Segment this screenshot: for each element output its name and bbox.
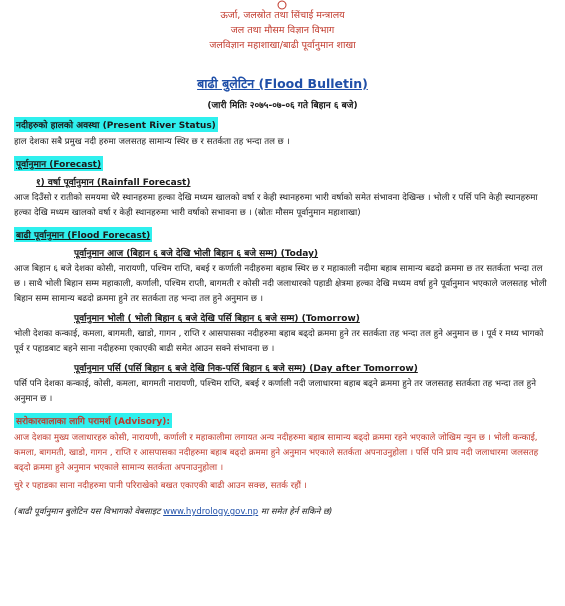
bulletin-title: बाढी बुलेटिन (Flood Bulletin) bbox=[197, 76, 368, 91]
dayafter-forecast-text: पर्सि पनि देशका कन्काई, कोसी, कमला, बागमती नारायणी, पश्चिम राप्ति, बबई र कर्णाली नदी जलाधारमा बहाब बढ्ने क्रममा हुने तर जलसतह सतर्कता तह भन्दा तल हुने अनुमान छ । bbox=[14, 379, 536, 404]
flood-forecast-heading: बाढी पूर्वानुमान (Flood Forecast) bbox=[14, 227, 152, 242]
advisory-heading: सरोकारवालाका लागि परामर्श (Advisory): bbox=[14, 413, 172, 428]
nepal-emblem-icon bbox=[264, 0, 300, 10]
rainfall-forecast-text: आज दिउँसो र रातीको समयमा धेरै स्थानहरुमा हल्का देखि मध्यम खालको वर्षा र केही स्थानहरुमा भारी वर्षाको समेत संभावना देखिन्छ । भोली र पर्सि पनि केही स्थानहरुमा हल्का देखि मध्यम खालको वर्षा र केही स्थानहरुमा भारी वर्षाको सभावना छ । (स्रोतः मौसम पूर्वानुमान महाशाखा) bbox=[14, 193, 538, 218]
ministry-name: ऊर्जा, जलस्रोत तथा सिंचाई मन्त्रालय bbox=[220, 10, 345, 21]
issue-date: (जारी मितिः २०७५-०७-०६ गते बिहान ६ बजे) bbox=[207, 101, 358, 111]
tomorrow-forecast-text: भोली देशका कन्काई, कमला, बागमती, खाडो, गागन , राप्ति र आसपासका नदीहरुमा बहाब बढ्दो क्रममा हुने तर सतर्कता तह भन्दा तल हुने अनुमान छ । पूर्व र मध्य भागको पूर्व र पहाडबाट बहने साना नदीहरुमा एकाएकी बाढी समेत आउन सक्ने संभावना छ । bbox=[14, 329, 544, 354]
footer-note: (बाढी पूर्वानुमान बुलेटिन यस विभागको वेबसाइट www.hydrology.gov.np मा समेत हेर्न सकिने छ) bbox=[14, 507, 333, 517]
rainfall-forecast-heading: १) वर्षा पूर्वानुमान (Rainfall Forecast) bbox=[36, 178, 191, 188]
division-name: जलविज्ञान महाशाखा/बाढी पूर्वानुमान शाखा bbox=[209, 40, 356, 51]
dayafter-forecast-heading: पूर्वानुमान पर्सि (पर्सि बिहान ६ बजे देखि निक-पर्सि बिहान ६ बजे सम्म) (Day after Tomorrow) bbox=[74, 364, 418, 374]
tomorrow-forecast-heading: पूर्वानुमान भोली ( भोली बिहान ६ बजे देखि पर्सि बिहान ६ बजे सम्म) (Tomorrow) bbox=[74, 314, 360, 324]
river-status-text: हाल देशका सबै प्रमुख नदी हरुमा जलसतह सामान्य स्थिर छ र सतर्कता तह भन्दा तल छ । bbox=[14, 137, 290, 147]
department-name: जल तथा मौसम विज्ञान विभाग bbox=[230, 25, 335, 36]
advisory-warning: चुरे र पहाडका साना नदीहरुमा पानी परिराखेको बखत एकाएकी बाढी आउन सक्छ, सतर्क रहौं । bbox=[14, 481, 307, 491]
website-link[interactable]: www.hydrology.gov.np bbox=[163, 507, 259, 517]
river-status-heading: नदीहरुको हालको अवस्था (Present River Status) bbox=[14, 117, 218, 132]
today-forecast-text: आज बिहान ६ बजे देशका कोसी, नारायणी, पश्चिम राप्ति, बबई र कर्णाली नदीहरुमा बहाब स्थिर छ र महाकाली नदीमा बहाब सामान्य बढदो क्रममा छ तर सतर्कता भन्दा तल छ । साथै भोली बिहान सम्म महाकाली, कर्णाली, पश्चिम राप्ती, बागमती र कोसी नदी जलाधारको पहाडी क्षेत्रमा हल्का देखि मध्यम वर्षा हुने पूर्वानुमान भएकाले जलसतह भोली बिहान सम्म सामान्य बढदो क्रममा हुने तर सतर्कता तह भन्दा तल हुने अनुमान छ । bbox=[14, 264, 547, 304]
today-forecast-heading: पूर्वानुमान आज (बिहान ६ बजे देखि भोली बिहान ६ बजे सम्म) (Today) bbox=[74, 249, 319, 259]
forecast-heading: पूर्वानुमान (Forecast) bbox=[14, 156, 103, 171]
advisory-text: आज देशका मुख्य जलाधारहरु कोसी, नारायणी, कर्णाली र महाकालीमा लगायत अन्य नदीहरुमा बहाब सामान्य बढ्दो क्रममा रहने भएकाले जोखिम न्युन छ । भोली कन्काई, कमला, बागमती, खाडो, गागन , राप्ति र आसपासका नदीहरुमा बहाब बढ्दो क्रममा हुने अनुमान भएकाले सतर्कता अपनाउनुहोला । पर्सि पनि प्राय नदी जलाधारमा जलसतह बढ्दो क्रममा हुने अनुमान भएकाले सामान्य सतर्कता अपनाउनुहोला । bbox=[14, 433, 539, 473]
